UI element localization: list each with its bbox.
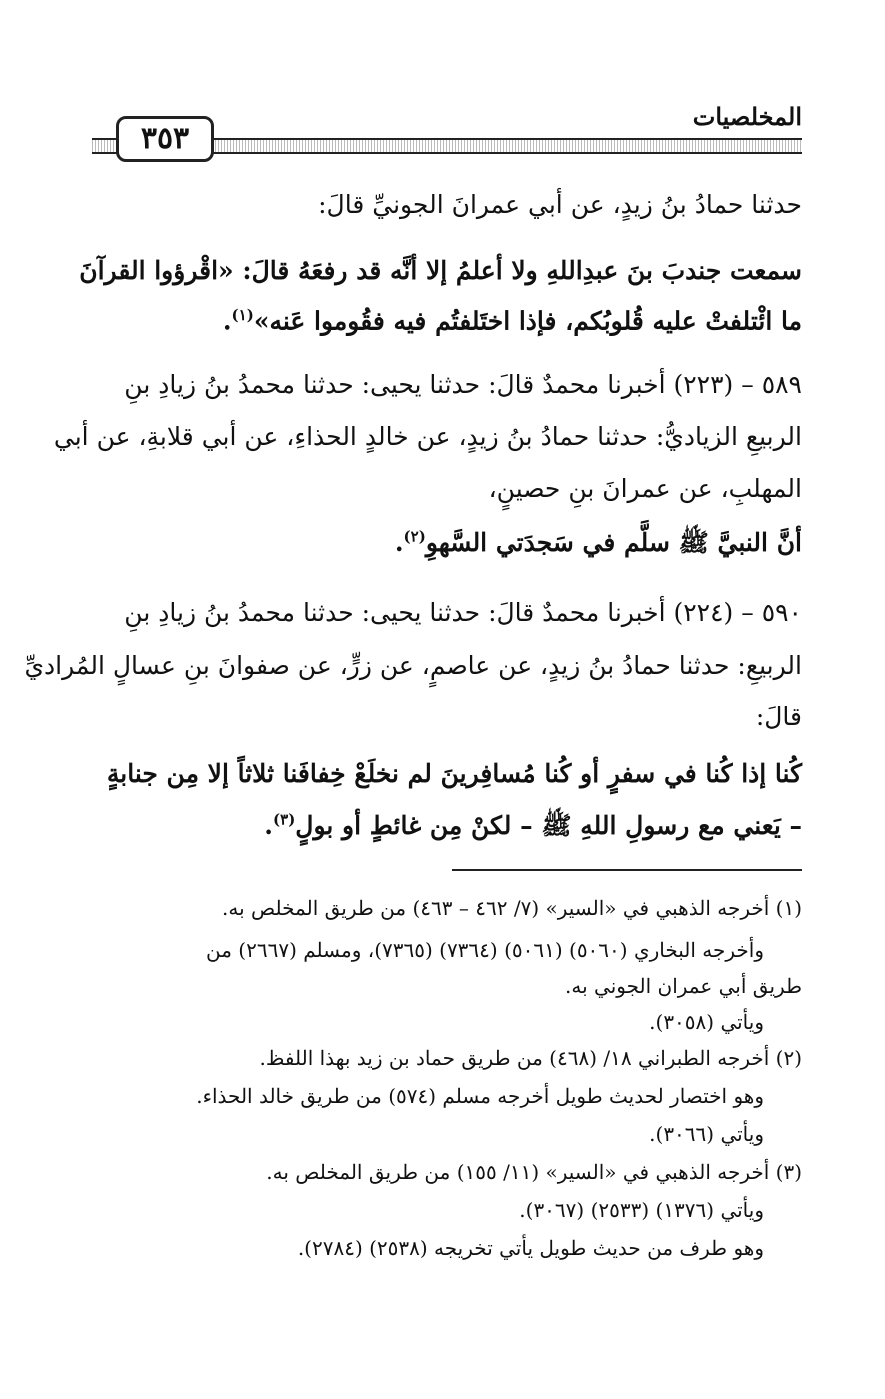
footnote-ref: (٣): [273, 810, 296, 829]
text-line: [223, 306, 802, 335]
page-number: ٣٥٣: [116, 116, 214, 162]
text-line: ٥٩٠ – (٢٢٤) أخبرنا محمدٌ قالَ: حدثنا يحيى: حدثنا محمدُ بنُ زيادِ بنِ: [124, 598, 802, 627]
footnote-line: وهو اختصار لحديث طويل أخرجه مسلم (٥٧٤) من طريق خالد الحذاء.: [196, 1084, 764, 1108]
footnote-line: ويأتي (٣٠٥٨).: [649, 1010, 764, 1034]
text-line: الربيعِ: حدثنا حمادُ بنُ زيدٍ، عن عاصمٍ، عن زرٍّ، عن صفوانَ بنِ عسالٍ المُراديِّ: [24, 651, 802, 680]
page-header: [92, 102, 802, 160]
hadith-text: – يَعني مع رسولِ اللهِ ﷺ – لكنْ مِن غائطٍ أو بولٍ: [295, 811, 802, 840]
text-line: ٥٨٩ – (٢٢٣) أخبرنا محمدٌ قالَ: حدثنا يحيى: حدثنا محمدُ بنُ زيادِ بنِ: [124, 370, 802, 399]
text-line: الربيعِ الزياديُّ: حدثنا حمادُ بنُ زيدٍ، عن خالدٍ الحذاءِ، عن أبي قلابةِ، عن أبي: [53, 422, 802, 451]
period: .: [222, 306, 232, 336]
text-line: المهلبِ، عن عمرانَ بنِ حصينٍ،: [488, 474, 802, 503]
footnote-line: وهو طرف من حديث طويل يأتي تخريجه (٢٥٣٨) (٢٧٨٤).: [297, 1236, 764, 1260]
hadith-text: أنَّ النبيَّ ﷺ سلَّم في سَجدَتي السَّهوِ: [425, 528, 802, 557]
footnote-ref: (٢): [403, 527, 426, 546]
text-line: حدثنا حمادُ بنُ زيدٍ، عن أبي عمرانَ الجونيِّ قالَ:: [318, 190, 802, 219]
footnote-line: ويأتي (٣٠٦٦).: [649, 1122, 764, 1146]
period: .: [394, 528, 404, 557]
footnote-line: طريق أبي عمران الجوني به.: [565, 974, 802, 998]
footnote-line: (١) أخرجه الذهبي في «السير» (٧/ ٤٦٢ – ٤٦٣) من طريق المخلص به.: [222, 896, 802, 920]
hadith-text: ما ائْتلفتْ عليه قُلوبُكم، فإذا اختَلفتُم فيه فقُوموا عَنه»: [253, 306, 802, 336]
period: .: [264, 811, 274, 840]
text-line: [264, 810, 802, 847]
footnote-line: وأخرجه البخاري (٥٠٦٠) (٥٠٦١) (٧٣٦٤) (٧٣٦٥)، ومسلم (٢٦٦٧) من: [206, 938, 764, 962]
footnote-separator: [452, 869, 802, 871]
text-line: قالَ:: [755, 702, 802, 731]
footnote-line: (٣) أخرجه الذهبي في «السير» (١١/ ١٥٥) من طريق المخلص به.: [266, 1160, 802, 1184]
running-title: المخلصيات: [683, 102, 802, 131]
text-line: كُنا إذا كُنا في سفرٍ أو كُنا مُسافِرينَ لم نخلَعْ خِفافَنا ثلاثاً إلا مِن جنابةٍ: [106, 759, 802, 788]
footnote-ref: (١): [231, 306, 254, 324]
footnote-line: ويأتي (١٣٧٦) (٢٥٣٣) (٣٠٦٧).: [519, 1198, 764, 1222]
footnote-line: (٢) أخرجه الطبراني ١٨/ (٤٦٨) من طريق حماد بن زيد بهذا اللفظ.: [259, 1046, 802, 1070]
text-line: [395, 527, 802, 564]
text-line: سمعت جندبَ بنَ عبدِاللهِ ولا أعلمُ إلا أنَّه قد رفعَهُ قالَ: «اقْرؤوا القرآنَ: [79, 256, 802, 285]
